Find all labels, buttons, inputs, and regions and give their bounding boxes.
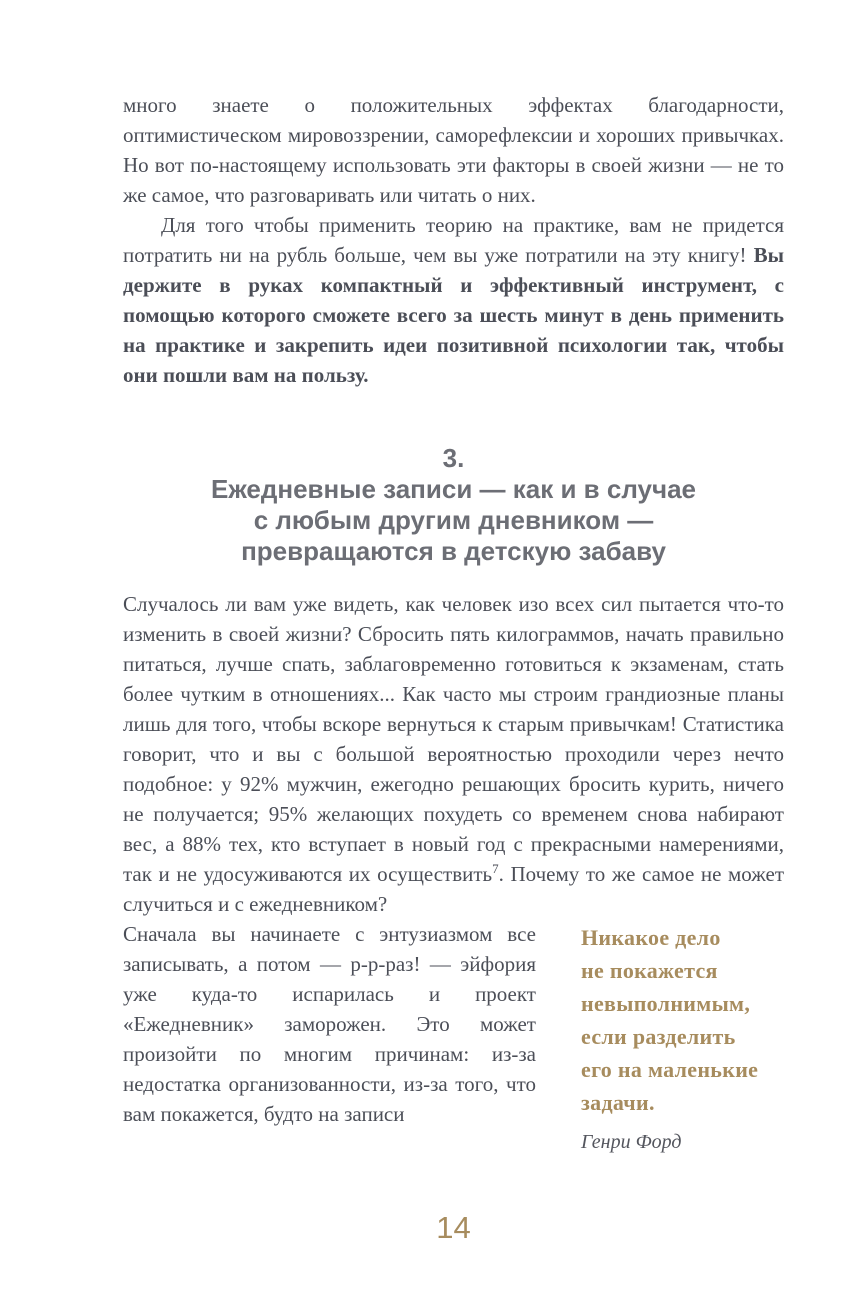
quote-line: если разделить [581,1024,736,1049]
page-number: 14 [436,1210,471,1245]
quote-line: его на маленькие [581,1057,759,1082]
chapter-title-line: превращаются в детскую забаву [241,536,666,566]
chapter-title-line: с любым другим дневником — [253,505,654,535]
quote-line: невыполнимым, [581,991,751,1016]
footnote-marker: 7 [492,861,499,876]
chapter-body-text: Случалось ли вам уже видеть, как человек изо всех сил пытается что-то изменить в своей жизни? Сбросить пять килограммов, начать правильно питаться, лучше спать, заблаговременно готовиться к экзаменам, стать более чутким в отношениях... Как часто мы строим грандиозные планы лишь для того, чтобы вскоре вернуться к старым привычкам! Статистика говорит, что и вы с большой вероятностью проходили через нечто подобное: у 92% мужчин, ежегодно решающих бросить курить, ничего не получается; 95% желающих похудеть со временем снова набирают вес, а 88% тех, кто вступает в новый год с прекрасными намерениями, так и не удосуживаются их осуществить [123,592,784,886]
quote-line: Никакое дело [581,925,721,950]
quote-attribution: Генри Форд [581,1131,682,1153]
chapter-heading [123,443,784,567]
pull-quote [581,921,784,1154]
chapter-title-line: Ежедневные записи — как и в случае [211,474,696,504]
paragraph-chapter-body [123,589,784,919]
paragraph-cta-normal: Для того чтобы применить теорию на практике, вам не придется потратить ни на рубль больше, чем вы уже потратили на эту книгу! [123,213,784,267]
text-with-pullquote [123,919,784,1154]
quote-line: не покажется [581,958,718,983]
quote-line: задачи. [581,1090,655,1115]
chapter-body-text-continued: . Почему то же самое не может случиться и с ежедневником? [123,862,784,916]
chapter-number: 3. [442,443,465,473]
bold-emphasis: Вы держите в руках компактный и эффективный инструмент, с помощью которого сможете всего за шесть минут в день применить на практике и закрепить идеи позитивной психологии так, чтобы они пошли вам на пользу. [123,243,784,387]
paragraph-cta [123,210,784,390]
wrap-paragraph: Сначала вы начинаете с энтузиазмом все записывать, а потом — р-р-раз! — эйфория уже куда-то испарилась и проект «Ежедневник» заморожен. Это может произойти по многим причинам: из-за недостатка организованности, из-за того, что вам покажется, будто на записи [123,922,536,1126]
paragraph-intro: много знаете о положительных эффектах благодарности, оптимистическом мировоззрении, саморефлексии и хороших привычках. Но вот по-настоящему использовать эти факторы в своей жизни — не то же самое, что разговаривать или читать о них. [123,93,784,207]
